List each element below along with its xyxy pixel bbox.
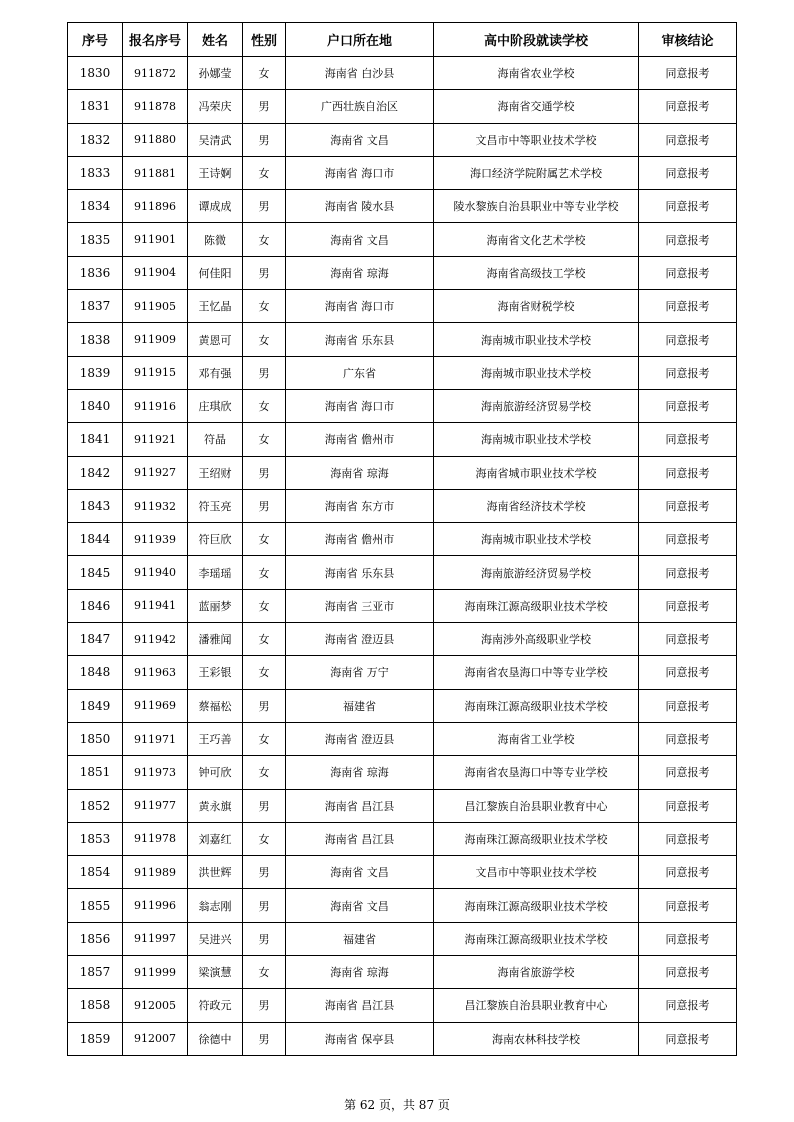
cell-col-gender: 女 xyxy=(243,223,286,256)
cell-col-name: 吴进兴 xyxy=(188,922,243,955)
header-col-gender: 性别 xyxy=(243,23,286,57)
cell-col-reg-no: 911973 xyxy=(123,756,188,789)
cell-col-school: 海南城市职业技术学校 xyxy=(434,356,639,389)
cell-col-gender: 男 xyxy=(243,356,286,389)
cell-col-name: 符玉亮 xyxy=(188,489,243,522)
table-header-row xyxy=(68,23,737,57)
cell-col-reg-no: 911996 xyxy=(123,889,188,922)
cell-col-reg-no: 911921 xyxy=(123,423,188,456)
cell-col-gender: 男 xyxy=(243,989,286,1022)
cell-col-residence: 海南省 陵水县 xyxy=(286,190,434,223)
cell-col-name: 梁演慧 xyxy=(188,956,243,989)
cell-col-name: 何佳阳 xyxy=(188,256,243,289)
cell-col-seq: 1847 xyxy=(68,623,123,656)
cell-col-name: 黄恩可 xyxy=(188,323,243,356)
cell-col-residence: 海南省 乐东县 xyxy=(286,323,434,356)
cell-col-name: 孙娜莹 xyxy=(188,57,243,90)
cell-col-name: 钟可欣 xyxy=(188,756,243,789)
cell-col-seq: 1850 xyxy=(68,722,123,755)
cell-col-name: 符晶 xyxy=(188,423,243,456)
cell-col-seq: 1833 xyxy=(68,156,123,189)
cell-col-result: 同意报考 xyxy=(639,323,737,356)
cell-col-result: 同意报考 xyxy=(639,256,737,289)
table-row xyxy=(68,90,737,123)
cell-col-gender: 女 xyxy=(243,722,286,755)
cell-col-gender: 女 xyxy=(243,589,286,622)
table-body xyxy=(68,57,737,1056)
cell-col-reg-no: 911989 xyxy=(123,856,188,889)
table-row xyxy=(68,589,737,622)
cell-col-name: 蓝丽梦 xyxy=(188,589,243,622)
cell-col-result: 同意报考 xyxy=(639,889,737,922)
cell-col-residence: 海南省 澄迈县 xyxy=(286,623,434,656)
cell-col-name: 洪世辉 xyxy=(188,856,243,889)
cell-col-result: 同意报考 xyxy=(639,856,737,889)
roster-table xyxy=(67,22,737,1056)
table-row xyxy=(68,756,737,789)
cell-col-result: 同意报考 xyxy=(639,589,737,622)
cell-col-school: 海南农林科技学校 xyxy=(434,1022,639,1055)
cell-col-reg-no: 911916 xyxy=(123,389,188,422)
cell-col-residence: 海南省 琼海 xyxy=(286,456,434,489)
cell-col-gender: 男 xyxy=(243,922,286,955)
cell-col-gender: 女 xyxy=(243,290,286,323)
cell-col-result: 同意报考 xyxy=(639,190,737,223)
cell-col-school: 陵水黎族自治县职业中等专业学校 xyxy=(434,190,639,223)
cell-col-result: 同意报考 xyxy=(639,956,737,989)
cell-col-residence: 海南省 东方市 xyxy=(286,489,434,522)
cell-col-result: 同意报考 xyxy=(639,623,737,656)
cell-col-seq: 1842 xyxy=(68,456,123,489)
cell-col-seq: 1856 xyxy=(68,922,123,955)
cell-col-name: 谭成成 xyxy=(188,190,243,223)
cell-col-gender: 男 xyxy=(243,190,286,223)
cell-col-reg-no: 912005 xyxy=(123,989,188,1022)
table-row xyxy=(68,689,737,722)
cell-col-seq: 1848 xyxy=(68,656,123,689)
cell-col-residence: 海南省 琼海 xyxy=(286,256,434,289)
cell-col-reg-no: 911969 xyxy=(123,689,188,722)
cell-col-school: 海南珠江源高级职业技术学校 xyxy=(434,922,639,955)
cell-col-name: 庄琪欣 xyxy=(188,389,243,422)
cell-col-reg-no: 911977 xyxy=(123,789,188,822)
cell-col-result: 同意报考 xyxy=(639,489,737,522)
cell-col-name: 王巧善 xyxy=(188,722,243,755)
cell-col-residence: 海南省 昌江县 xyxy=(286,789,434,822)
cell-col-reg-no: 911939 xyxy=(123,523,188,556)
table-row xyxy=(68,856,737,889)
cell-col-seq: 1853 xyxy=(68,822,123,855)
cell-col-residence: 海南省 文昌 xyxy=(286,223,434,256)
cell-col-result: 同意报考 xyxy=(639,223,737,256)
cell-col-school: 海南珠江源高级职业技术学校 xyxy=(434,822,639,855)
cell-col-reg-no: 911978 xyxy=(123,822,188,855)
cell-col-gender: 女 xyxy=(243,156,286,189)
cell-col-residence: 海南省 文昌 xyxy=(286,889,434,922)
cell-col-result: 同意报考 xyxy=(639,423,737,456)
table-row xyxy=(68,556,737,589)
cell-col-residence: 海南省 琼海 xyxy=(286,756,434,789)
cell-col-gender: 女 xyxy=(243,323,286,356)
cell-col-name: 邓有强 xyxy=(188,356,243,389)
cell-col-name: 符政元 xyxy=(188,989,243,1022)
header-col-seq: 序号 xyxy=(68,23,123,57)
cell-col-reg-no: 911932 xyxy=(123,489,188,522)
cell-col-result: 同意报考 xyxy=(639,922,737,955)
cell-col-school: 海南珠江源高级职业技术学校 xyxy=(434,589,639,622)
cell-col-residence: 海南省 文昌 xyxy=(286,856,434,889)
cell-col-name: 潘雅闻 xyxy=(188,623,243,656)
cell-col-reg-no: 911997 xyxy=(123,922,188,955)
cell-col-seq: 1844 xyxy=(68,523,123,556)
cell-col-result: 同意报考 xyxy=(639,1022,737,1055)
cell-col-result: 同意报考 xyxy=(639,722,737,755)
cell-col-reg-no: 911881 xyxy=(123,156,188,189)
cell-col-seq: 1859 xyxy=(68,1022,123,1055)
cell-col-gender: 男 xyxy=(243,489,286,522)
table-row xyxy=(68,489,737,522)
header-col-result: 审核结论 xyxy=(639,23,737,57)
cell-col-school: 海南省农垦海口中等专业学校 xyxy=(434,656,639,689)
table-row xyxy=(68,789,737,822)
cell-col-residence: 海南省 海口市 xyxy=(286,290,434,323)
cell-col-gender: 男 xyxy=(243,789,286,822)
table-row xyxy=(68,356,737,389)
cell-col-residence: 海南省 乐东县 xyxy=(286,556,434,589)
cell-col-name: 王诗婀 xyxy=(188,156,243,189)
cell-col-reg-no: 911878 xyxy=(123,90,188,123)
cell-col-result: 同意报考 xyxy=(639,989,737,1022)
table-row xyxy=(68,989,737,1022)
table-row xyxy=(68,223,737,256)
cell-col-result: 同意报考 xyxy=(639,290,737,323)
cell-col-name: 王忆晶 xyxy=(188,290,243,323)
table-row xyxy=(68,822,737,855)
table-row xyxy=(68,1022,737,1055)
cell-col-school: 海南省文化艺术学校 xyxy=(434,223,639,256)
cell-col-name: 李瑶瑶 xyxy=(188,556,243,589)
cell-col-gender: 男 xyxy=(243,90,286,123)
header-col-residence: 户口所在地 xyxy=(286,23,434,57)
cell-col-gender: 女 xyxy=(243,623,286,656)
cell-col-gender: 女 xyxy=(243,57,286,90)
table-row xyxy=(68,423,737,456)
cell-col-reg-no: 911971 xyxy=(123,722,188,755)
cell-col-school: 海南省工业学校 xyxy=(434,722,639,755)
cell-col-result: 同意报考 xyxy=(639,389,737,422)
cell-col-name: 徐德中 xyxy=(188,1022,243,1055)
cell-col-residence: 福建省 xyxy=(286,922,434,955)
cell-col-school: 海南省财税学校 xyxy=(434,290,639,323)
header-col-name: 姓名 xyxy=(188,23,243,57)
cell-col-gender: 男 xyxy=(243,856,286,889)
cell-col-school: 昌江黎族自治县职业教育中心 xyxy=(434,989,639,1022)
cell-col-result: 同意报考 xyxy=(639,523,737,556)
page-number: 第 62 页，共 87 页 xyxy=(344,1098,450,1112)
cell-col-school: 海南省经济技术学校 xyxy=(434,489,639,522)
cell-col-residence: 海南省 万宁 xyxy=(286,656,434,689)
cell-col-reg-no: 911904 xyxy=(123,256,188,289)
cell-col-seq: 1843 xyxy=(68,489,123,522)
cell-col-gender: 女 xyxy=(243,423,286,456)
cell-col-name: 符巨欣 xyxy=(188,523,243,556)
cell-col-residence: 海南省 儋州市 xyxy=(286,523,434,556)
cell-col-seq: 1855 xyxy=(68,889,123,922)
cell-col-residence: 海南省 海口市 xyxy=(286,389,434,422)
cell-col-school: 海南珠江源高级职业技术学校 xyxy=(434,889,639,922)
cell-col-name: 王彩银 xyxy=(188,656,243,689)
cell-col-seq: 1836 xyxy=(68,256,123,289)
cell-col-name: 吴清武 xyxy=(188,123,243,156)
cell-col-seq: 1857 xyxy=(68,956,123,989)
cell-col-school: 文昌市中等职业技术学校 xyxy=(434,856,639,889)
cell-col-residence: 海南省 儋州市 xyxy=(286,423,434,456)
cell-col-gender: 女 xyxy=(243,956,286,989)
table-row xyxy=(68,156,737,189)
cell-col-seq: 1837 xyxy=(68,290,123,323)
cell-col-gender: 男 xyxy=(243,889,286,922)
cell-col-result: 同意报考 xyxy=(639,90,737,123)
header-col-school: 高中阶段就读学校 xyxy=(434,23,639,57)
cell-col-school: 海南城市职业技术学校 xyxy=(434,323,639,356)
cell-col-reg-no: 912007 xyxy=(123,1022,188,1055)
table-row xyxy=(68,889,737,922)
cell-col-name: 王绍财 xyxy=(188,456,243,489)
cell-col-school: 海南省旅游学校 xyxy=(434,956,639,989)
cell-col-seq: 1834 xyxy=(68,190,123,223)
table-row xyxy=(68,656,737,689)
cell-col-school: 海南省农业学校 xyxy=(434,57,639,90)
cell-col-result: 同意报考 xyxy=(639,456,737,489)
cell-col-gender: 男 xyxy=(243,1022,286,1055)
cell-col-seq: 1845 xyxy=(68,556,123,589)
cell-col-residence: 广西壮族自治区 xyxy=(286,90,434,123)
cell-col-gender: 女 xyxy=(243,656,286,689)
cell-col-residence: 海南省 澄迈县 xyxy=(286,722,434,755)
cell-col-gender: 女 xyxy=(243,523,286,556)
cell-col-reg-no: 911941 xyxy=(123,589,188,622)
table-row xyxy=(68,123,737,156)
cell-col-seq: 1838 xyxy=(68,323,123,356)
cell-col-school: 海南珠江源高级职业技术学校 xyxy=(434,689,639,722)
cell-col-seq: 1846 xyxy=(68,589,123,622)
table-row xyxy=(68,956,737,989)
cell-col-result: 同意报考 xyxy=(639,556,737,589)
cell-col-gender: 女 xyxy=(243,822,286,855)
page-footer xyxy=(0,1096,794,1113)
cell-col-school: 文昌市中等职业技术学校 xyxy=(434,123,639,156)
cell-col-reg-no: 911901 xyxy=(123,223,188,256)
cell-col-gender: 男 xyxy=(243,256,286,289)
cell-col-residence: 福建省 xyxy=(286,689,434,722)
cell-col-reg-no: 911905 xyxy=(123,290,188,323)
cell-col-school: 海南涉外高级职业学校 xyxy=(434,623,639,656)
cell-col-gender: 女 xyxy=(243,756,286,789)
table-row xyxy=(68,922,737,955)
cell-col-reg-no: 911872 xyxy=(123,57,188,90)
cell-col-seq: 1839 xyxy=(68,356,123,389)
cell-col-seq: 1841 xyxy=(68,423,123,456)
cell-col-result: 同意报考 xyxy=(639,756,737,789)
cell-col-school: 海口经济学院附属艺术学校 xyxy=(434,156,639,189)
table-row xyxy=(68,256,737,289)
cell-col-reg-no: 911999 xyxy=(123,956,188,989)
table-row xyxy=(68,523,737,556)
cell-col-reg-no: 911880 xyxy=(123,123,188,156)
table-row xyxy=(68,323,737,356)
cell-col-school: 海南省农垦海口中等专业学校 xyxy=(434,756,639,789)
cell-col-reg-no: 911909 xyxy=(123,323,188,356)
cell-col-school: 海南省高级技工学校 xyxy=(434,256,639,289)
cell-col-school: 海南旅游经济贸易学校 xyxy=(434,556,639,589)
cell-col-seq: 1852 xyxy=(68,789,123,822)
cell-col-residence: 海南省 保亭县 xyxy=(286,1022,434,1055)
cell-col-result: 同意报考 xyxy=(639,57,737,90)
cell-col-school: 海南省城市职业技术学校 xyxy=(434,456,639,489)
table-row xyxy=(68,57,737,90)
cell-col-gender: 男 xyxy=(243,689,286,722)
cell-col-result: 同意报考 xyxy=(639,689,737,722)
header-col-reg-no: 报名序号 xyxy=(123,23,188,57)
cell-col-school: 海南城市职业技术学校 xyxy=(434,523,639,556)
cell-col-name: 刘嘉红 xyxy=(188,822,243,855)
cell-col-gender: 男 xyxy=(243,123,286,156)
cell-col-result: 同意报考 xyxy=(639,356,737,389)
cell-col-name: 陈微 xyxy=(188,223,243,256)
cell-col-gender: 女 xyxy=(243,389,286,422)
cell-col-name: 翁志刚 xyxy=(188,889,243,922)
cell-col-seq: 1830 xyxy=(68,57,123,90)
cell-col-reg-no: 911896 xyxy=(123,190,188,223)
cell-col-residence: 海南省 琼海 xyxy=(286,956,434,989)
cell-col-seq: 1840 xyxy=(68,389,123,422)
cell-col-seq: 1858 xyxy=(68,989,123,1022)
cell-col-result: 同意报考 xyxy=(639,789,737,822)
cell-col-name: 蔡福松 xyxy=(188,689,243,722)
table-row xyxy=(68,623,737,656)
cell-col-name: 黄永旗 xyxy=(188,789,243,822)
cell-col-reg-no: 911940 xyxy=(123,556,188,589)
cell-col-seq: 1835 xyxy=(68,223,123,256)
cell-col-residence: 海南省 三亚市 xyxy=(286,589,434,622)
cell-col-reg-no: 911963 xyxy=(123,656,188,689)
cell-col-seq: 1832 xyxy=(68,123,123,156)
table-row xyxy=(68,290,737,323)
cell-col-residence: 海南省 海口市 xyxy=(286,156,434,189)
cell-col-result: 同意报考 xyxy=(639,123,737,156)
cell-col-reg-no: 911927 xyxy=(123,456,188,489)
table-row xyxy=(68,456,737,489)
table-row xyxy=(68,190,737,223)
cell-col-residence: 海南省 白沙县 xyxy=(286,57,434,90)
cell-col-result: 同意报考 xyxy=(639,156,737,189)
cell-col-name: 冯荣庆 xyxy=(188,90,243,123)
cell-col-reg-no: 911915 xyxy=(123,356,188,389)
cell-col-school: 昌江黎族自治县职业教育中心 xyxy=(434,789,639,822)
cell-col-gender: 女 xyxy=(243,556,286,589)
cell-col-seq: 1851 xyxy=(68,756,123,789)
cell-col-residence: 海南省 昌江县 xyxy=(286,822,434,855)
table-row xyxy=(68,722,737,755)
table-row xyxy=(68,389,737,422)
cell-col-reg-no: 911942 xyxy=(123,623,188,656)
cell-col-gender: 男 xyxy=(243,456,286,489)
cell-col-residence: 广东省 xyxy=(286,356,434,389)
cell-col-school: 海南旅游经济贸易学校 xyxy=(434,389,639,422)
cell-col-seq: 1831 xyxy=(68,90,123,123)
cell-col-result: 同意报考 xyxy=(639,656,737,689)
cell-col-seq: 1854 xyxy=(68,856,123,889)
cell-col-residence: 海南省 昌江县 xyxy=(286,989,434,1022)
cell-col-school: 海南城市职业技术学校 xyxy=(434,423,639,456)
cell-col-school: 海南省交通学校 xyxy=(434,90,639,123)
cell-col-seq: 1849 xyxy=(68,689,123,722)
cell-col-result: 同意报考 xyxy=(639,822,737,855)
cell-col-residence: 海南省 文昌 xyxy=(286,123,434,156)
